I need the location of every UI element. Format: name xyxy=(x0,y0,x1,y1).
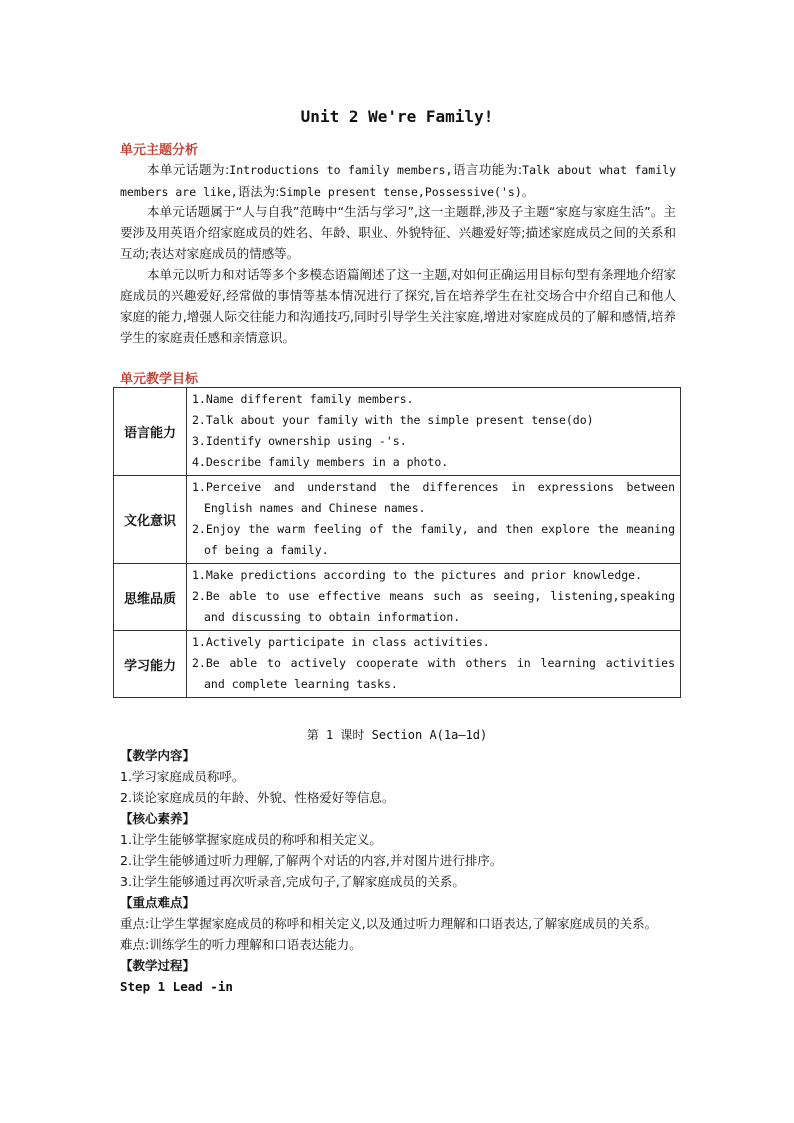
goal-item: 4.Describe family members in a photo. xyxy=(192,455,449,469)
analysis-paragraph-2: 本单元话题属于“人与自我”范畴中“生活与学习”,这一主题群,涉及子主题“家庭与家庭生活”。主要涉及用英语介绍家庭成员的姓名、年龄、职业、外貌特征、兴趣爱好等;描述家庭成员之间的关系和互动;表达对家庭成员的情感等。 xyxy=(120,204,676,261)
p1-text-b: Introductions to family members, xyxy=(229,163,453,177)
goal-item: 1.Perceive and understand the differences in expressions between English names and Chinese names. xyxy=(192,480,675,515)
p1-text-g: 。 xyxy=(521,184,535,199)
section-heading: 【教学内容】 xyxy=(120,748,196,763)
goal-item: 1.Actively participate in class activities. xyxy=(192,635,490,649)
goal-item: 2.Be able to use effective means such as seeing, listening,speaking and discussing to obtain information. xyxy=(192,589,675,624)
goals-row-thinking xyxy=(114,564,681,631)
goals-category: 学习能力 xyxy=(114,631,187,698)
goal-item: 1.Make predictions according to the pictures and prior knowledge. xyxy=(192,568,643,582)
teaching-goals-table xyxy=(113,387,681,698)
difficult-point: 难点:训练学生的听力理解和口语表达能力。 xyxy=(120,937,362,952)
p1-text-f: Simple present tense,Possessive('s) xyxy=(279,185,522,199)
key-point: 重点:让学生掌握家庭成员的称呼和相关定义,以及通过听力理解和口语表达,了解家庭成员的关系。 xyxy=(120,916,658,931)
section-heading: 【核心素养】 xyxy=(120,811,196,826)
goal-item: 3.Identify ownership using -'s. xyxy=(192,434,407,448)
content-item: 1.学习家庭成员称呼。 xyxy=(120,769,245,784)
p1-text-d: Talk about what family members are like, xyxy=(120,163,677,199)
p1-text-a: 本单元话题为: xyxy=(147,162,230,177)
goal-item: 1.Name different family members. xyxy=(192,392,414,406)
goals-category: 语言能力 xyxy=(114,388,187,476)
p1-text-e: 语法为: xyxy=(237,184,280,199)
unit-title: Unit 2 We're Family! xyxy=(300,107,494,126)
core-item: 3.让学生能够通过再次听录音,完成句子,了解家庭成员的关系。 xyxy=(120,874,465,889)
teaching-goals-heading: 单元教学目标 xyxy=(120,372,199,387)
p1-text-c: 语言功能为: xyxy=(452,162,523,177)
lesson-heading: 第 1 课时 Section A(1a—1d) xyxy=(306,728,488,742)
goals-row-learning xyxy=(114,631,681,698)
goals-category: 文化意识 xyxy=(114,476,187,564)
lesson-body xyxy=(120,745,676,997)
analysis-paragraph-1 xyxy=(120,159,676,203)
goals-row-language xyxy=(114,388,681,476)
step-heading: Step 1 Lead -in xyxy=(120,979,233,994)
goal-item: 2.Enjoy the warm feeling of the family, and then explore the meaning of being a family. xyxy=(192,522,675,557)
goals-row-culture xyxy=(114,476,681,564)
analysis-paragraph-3: 本单元以听力和对话等多个多模态语篇阐述了这一主题,对如何正确运用目标句型有条理地介绍家庭成员的兴趣爱好,经常做的事情等基本情况进行了探究,旨在培养学生在社交场合中介绍自己和他人家庭的能力,增强人际交往能力和沟通技巧,同时引导学生关注家庭,增进对家庭成员的了解和感情,培养学生的家庭责任感和亲情意识。 xyxy=(120,267,676,345)
goal-item: 2.Be able to actively cooperate with others in learning activities and complete learning tasks. xyxy=(192,656,675,691)
goals-category: 思维品质 xyxy=(114,564,187,631)
content-item: 2.谈论家庭成员的年龄、外貌、性格爱好等信息。 xyxy=(120,790,395,805)
goal-item: 2.Talk about your family with the simple present tense(do) xyxy=(192,413,594,427)
core-item: 2.让学生能够通过听力理解,了解两个对话的内容,并对图片进行排序。 xyxy=(120,853,503,868)
core-item: 1.让学生能够掌握家庭成员的称呼和相关定义。 xyxy=(120,832,382,847)
theme-analysis-heading: 单元主题分析 xyxy=(120,143,199,158)
section-heading: 【教学过程】 xyxy=(120,958,196,973)
section-heading: 【重点难点】 xyxy=(120,895,196,910)
